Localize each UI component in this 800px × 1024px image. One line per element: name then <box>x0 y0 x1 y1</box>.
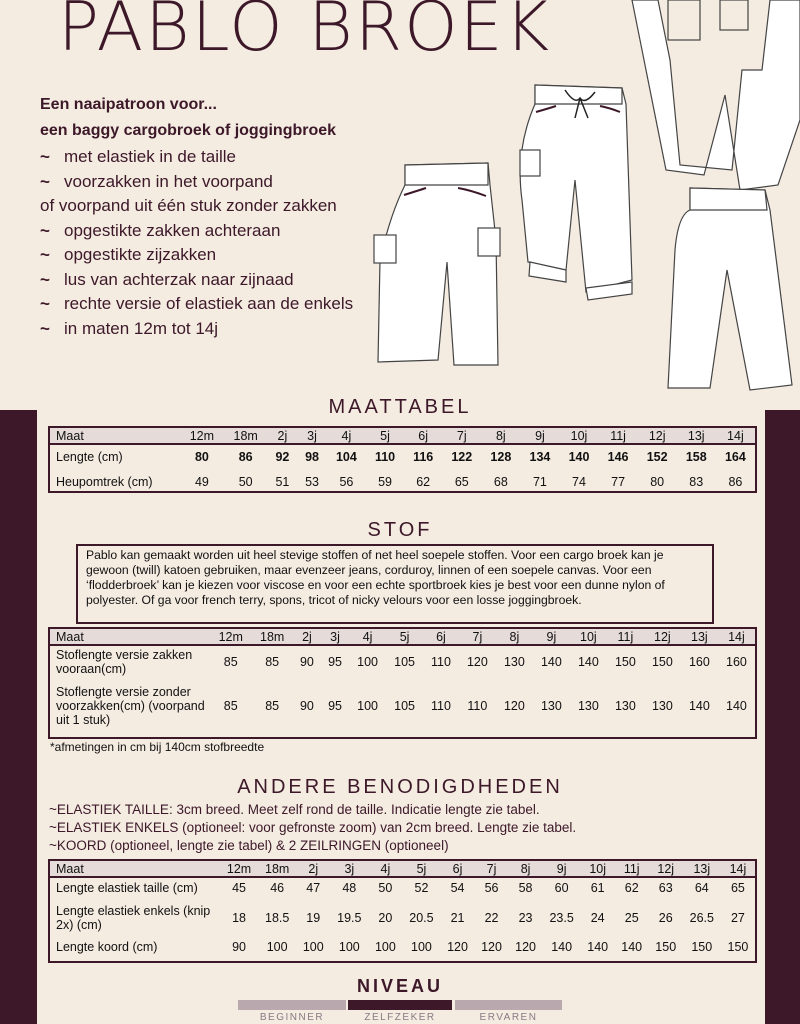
table-row <box>50 680 755 732</box>
value-cell: 22 <box>484 911 499 925</box>
value-cell: 130 <box>577 699 599 713</box>
header-size-cell: 13j <box>693 861 711 876</box>
andere-item: ~ELASTIEK TAILLE: 3cm breed. Meet zelf rond de taille. Indicatie lengte zie tabel. <box>49 802 540 817</box>
row-label-cell: Lengte elastiek taille (cm) <box>56 881 198 895</box>
row-label-cell: Lengte koord (cm) <box>56 940 158 954</box>
value-cell: 100 <box>374 940 396 954</box>
header-size-cell: 8j <box>520 861 531 876</box>
header-size-cell: 3j <box>344 861 355 876</box>
header-size-cell: 8j <box>495 428 506 443</box>
header-size-cell: 3j <box>330 629 340 644</box>
andere-table <box>50 861 755 958</box>
feature-text: in maten 12m tot 14j <box>64 318 219 338</box>
value-cell: 62 <box>416 475 431 489</box>
value-cell: 110 <box>431 699 451 713</box>
value-cell: 56 <box>484 881 499 895</box>
value-cell: 65 <box>454 475 469 489</box>
value-cell: 86 <box>728 475 743 489</box>
header-size-cell: 13j <box>691 629 708 644</box>
cargo-side-pocket-left <box>374 235 396 263</box>
value-cell: 116 <box>413 449 434 464</box>
value-cell: 65 <box>730 881 745 895</box>
value-cell: 120 <box>447 940 468 954</box>
header-size-cell: 7j <box>486 861 497 876</box>
value-cell: 85 <box>223 655 238 669</box>
value-cell: 122 <box>451 449 473 464</box>
value-cell: 20.5 <box>409 911 434 925</box>
value-cell: 18 <box>232 911 246 925</box>
value-cell: 140 <box>577 655 599 669</box>
feature-text: voorzakken in het voorpand <box>64 171 273 191</box>
value-cell: 98 <box>305 449 319 464</box>
value-cell: 140 <box>688 699 710 713</box>
header-size-cell: 11j <box>610 428 626 443</box>
feature-text: opgestikte zijzakken <box>64 245 217 264</box>
value-cell: 18.5 <box>265 911 290 925</box>
header-size-cell: 9j <box>535 428 545 443</box>
value-cell: 74 <box>572 475 586 489</box>
value-cell: 50 <box>238 475 253 489</box>
header-size-cell: 10j <box>580 629 597 644</box>
value-cell: 90 <box>299 699 314 713</box>
wide-waistband-drawing <box>690 188 767 210</box>
value-cell: 134 <box>529 449 551 464</box>
value-cell: 158 <box>685 449 707 464</box>
side-pocket-drawing <box>668 0 700 40</box>
feature-item <box>40 317 353 342</box>
value-cell: 110 <box>374 449 396 464</box>
value-cell: 164 <box>724 449 746 464</box>
value-cell: 110 <box>467 699 488 713</box>
value-cell: 150 <box>655 940 677 954</box>
header-size-cell: 2j <box>302 629 312 644</box>
value-cell: 90 <box>299 655 314 669</box>
value-cell: 150 <box>614 655 636 669</box>
header-size-cell: 5j <box>399 629 410 644</box>
value-cell: 110 <box>431 655 451 669</box>
garment-illustrations <box>370 0 800 400</box>
feature-text: rechte versie of elastiek aan de enkels <box>64 294 354 313</box>
value-cell: 100 <box>357 699 378 713</box>
value-cell: 100 <box>357 655 378 669</box>
value-cell: 85 <box>265 655 280 669</box>
value-cell: 120 <box>481 940 502 954</box>
tilde-bullet-icon: ~ <box>40 220 50 240</box>
header-size-cell: 11j <box>623 861 640 876</box>
header-size-cell: 7j <box>456 428 467 443</box>
value-cell: 86 <box>238 449 253 464</box>
header-size-cell: 12j <box>657 861 675 876</box>
row-label-cell: Stoflengte versie zakken vooraan(cm) <box>56 648 193 676</box>
table-header-row <box>50 629 755 644</box>
right-border <box>765 410 800 1024</box>
tilde-bullet-icon: ~ <box>40 171 50 191</box>
header-size-cell: 18m <box>260 629 285 644</box>
header-size-cell: 18m <box>233 428 258 443</box>
value-cell: 54 <box>450 881 465 895</box>
header-size-cell: 12j <box>648 428 666 443</box>
header-size-cell: 14j <box>728 629 745 644</box>
value-cell: 140 <box>726 699 747 713</box>
value-cell: 140 <box>621 940 643 954</box>
feature-item <box>40 292 353 317</box>
header-size-cell: 9j <box>546 629 557 644</box>
page-title: PABLO BROEK <box>58 0 552 67</box>
value-cell: 120 <box>466 655 488 669</box>
cargo-side-pocket-right <box>478 228 500 256</box>
header-size-cell: 9j <box>556 861 567 876</box>
intro-line: een baggy cargobroek of joggingbroek <box>40 122 337 139</box>
header-size-cell: 5j <box>380 428 390 443</box>
value-cell: 140 <box>540 655 562 669</box>
value-cell: 21 <box>450 911 465 925</box>
table-row <box>50 443 755 470</box>
header-size-cell: 4j <box>341 428 352 443</box>
value-cell: 27 <box>730 911 745 925</box>
value-cell: 160 <box>726 655 747 669</box>
cargo-waistband-drawing <box>405 163 488 185</box>
header-size-cell: 4j <box>380 861 391 876</box>
value-cell: 100 <box>338 940 360 954</box>
value-cell: 100 <box>266 940 288 954</box>
value-cell: 85 <box>223 699 238 713</box>
value-cell: 120 <box>515 940 536 954</box>
value-cell: 130 <box>503 655 525 669</box>
header-size-cell: 6j <box>452 861 463 876</box>
jogger-cargo-pocket-drawing <box>520 150 540 176</box>
value-cell: 130 <box>540 699 562 713</box>
value-cell: 77 <box>611 475 626 489</box>
header-size-cell: 4j <box>362 629 373 644</box>
intro-line: Een naaipatroon voor... <box>40 96 217 113</box>
header-size-cell: 14j <box>729 861 747 876</box>
value-cell: 150 <box>691 940 713 954</box>
value-cell: 80 <box>650 475 665 489</box>
value-cell: 68 <box>493 475 508 489</box>
stof-table <box>50 629 755 732</box>
header-size-cell: 13j <box>687 428 705 443</box>
tilde-bullet-icon: ~ <box>40 147 50 166</box>
stof-note: *afmetingen in cm bij 140cm stofbreedte <box>50 740 265 754</box>
value-cell: 60 <box>554 881 569 895</box>
value-cell: 128 <box>490 449 512 464</box>
value-cell: 120 <box>503 699 525 713</box>
stof-description: Pablo kan gemaakt worden uit heel stevige stoffen of net heel soepele stoffen. Voor een cargo broek kan je gewoon (twill) katoen gebruiken, maar evenzeer jeans, corduroy, linnen of een soepele canvas. Voor een ‘flodderbroek’ kan je kiezen voor viscose en voor een echte sportbroek kies je best voor een dunne nylon of polyester. Of ga voor french terry, spons, tricot of nicky velours voor een losse joggingbroek. <box>76 544 714 624</box>
value-cell: 59 <box>378 475 392 489</box>
header-size-cell: 12m <box>226 861 252 876</box>
row-label-cell: Heupomtrek (cm) <box>56 475 153 489</box>
tilde-bullet-icon: ~ <box>40 294 50 313</box>
header-size-cell: 10j <box>570 428 588 443</box>
header-size-cell: 2j <box>277 428 288 443</box>
value-cell: 19.5 <box>337 911 362 925</box>
value-cell: 71 <box>532 475 547 489</box>
value-cell: 25 <box>624 911 639 925</box>
stof-heading: STOF <box>367 519 433 541</box>
header-label-cell: Maat <box>56 861 84 876</box>
table-row <box>50 644 755 680</box>
feature-item <box>40 170 353 195</box>
tilde-bullet-icon: ~ <box>40 318 50 338</box>
value-cell: 105 <box>394 655 415 669</box>
level-label-beginner: BEGINNER <box>259 1012 325 1023</box>
tilde-bullet-icon: ~ <box>40 269 50 289</box>
value-cell: 160 <box>688 655 710 669</box>
feature-list <box>40 145 353 341</box>
value-cell: 80 <box>194 449 209 464</box>
header-size-cell: 14j <box>727 428 744 443</box>
value-cell: 53 <box>305 475 319 489</box>
feature-item <box>40 145 353 170</box>
header-label-cell: Maat <box>56 428 84 443</box>
intro <box>40 92 336 144</box>
value-cell: 83 <box>689 475 704 489</box>
feature-item <box>40 219 353 244</box>
value-cell: 49 <box>194 475 209 489</box>
header-size-cell: 10j <box>589 861 607 876</box>
value-cell: 152 <box>646 449 668 464</box>
value-cell: 20 <box>378 911 393 925</box>
value-cell: 140 <box>568 449 590 464</box>
feature-text: of voorpand uit één stuk zonder zakken <box>40 196 337 215</box>
level-label-zelfzeker: ZELFZEKER <box>364 1012 436 1023</box>
value-cell: 95 <box>328 699 342 713</box>
table-row <box>50 470 755 494</box>
table-row <box>50 900 755 936</box>
value-cell: 85 <box>265 699 280 713</box>
value-cell: 23.5 <box>549 911 574 925</box>
feature-text: opgestikte zakken achteraan <box>64 220 281 240</box>
header-label-cell: Maat <box>56 629 84 644</box>
maattabel-table <box>50 428 755 494</box>
maattabel-heading: MAATTABEL <box>328 396 472 418</box>
header-size-cell: 8j <box>509 629 520 644</box>
andere-item: ~ELASTIEK ENKELS (optioneel: voor gefronste zoom) van 2cm breed. Lengte zie tabel. <box>49 820 577 835</box>
header-size-cell: 12m <box>189 428 215 443</box>
value-cell: 51 <box>275 475 290 489</box>
andere-heading: ANDERE BENODIGDHEDEN <box>237 776 563 798</box>
feature-item <box>40 268 353 293</box>
row-label-cell: Lengte (cm) <box>56 449 123 464</box>
value-cell: 95 <box>328 655 342 669</box>
feature-item <box>40 194 353 219</box>
table-header-row <box>50 861 755 876</box>
feature-text: met elastiek in de taille <box>64 147 236 166</box>
value-cell: 140 <box>587 940 609 954</box>
value-cell: 92 <box>275 449 290 464</box>
value-cell: 26 <box>658 911 673 925</box>
value-cell: 61 <box>590 881 605 895</box>
table-header-row <box>50 428 755 443</box>
value-cell: 130 <box>651 699 673 713</box>
level-bar-zelfzeker <box>348 1000 452 1010</box>
back-pocket-drawing <box>720 0 748 30</box>
level-label-ervaren: ERVAREN <box>479 1012 538 1023</box>
value-cell: 45 <box>232 881 246 895</box>
value-cell: 50 <box>378 881 393 895</box>
value-cell: 47 <box>306 881 321 895</box>
value-cell: 64 <box>694 881 709 895</box>
table-row <box>50 876 755 900</box>
back-view-cargo-drawing <box>632 0 800 190</box>
value-cell: 140 <box>551 940 573 954</box>
value-cell: 146 <box>607 449 629 464</box>
table-row <box>50 936 755 958</box>
value-cell: 150 <box>651 655 673 669</box>
header-size-cell: 7j <box>472 629 483 644</box>
level-bar-ervaren <box>455 1000 562 1010</box>
feature-item <box>40 243 353 268</box>
header-size-cell: 2j <box>308 861 319 876</box>
header-size-cell: 6j <box>436 629 446 644</box>
header-size-cell: 5j <box>416 861 427 876</box>
value-cell: 100 <box>302 940 324 954</box>
value-cell: 46 <box>270 881 285 895</box>
value-cell: 26.5 <box>689 911 714 925</box>
feature-text: lus van achterzak naar zijnaad <box>64 269 294 289</box>
value-cell: 150 <box>727 940 749 954</box>
level-bar-beginner <box>238 1000 346 1010</box>
value-cell: 58 <box>518 881 533 895</box>
wide-back-drawing <box>668 188 792 390</box>
header-size-cell: 3j <box>307 428 317 443</box>
niveau-heading: NIVEAU <box>356 976 443 996</box>
value-cell: 100 <box>411 940 432 954</box>
tilde-bullet-icon: ~ <box>40 245 50 264</box>
header-size-cell: 6j <box>418 428 429 443</box>
value-cell: 90 <box>232 940 246 954</box>
value-cell: 19 <box>306 911 321 925</box>
value-cell: 56 <box>339 475 354 489</box>
value-cell: 104 <box>335 449 357 464</box>
value-cell: 62 <box>624 881 639 895</box>
value-cell: 52 <box>414 881 429 895</box>
row-label-cell: Stoflengte versie zonder voorzakken(cm) (voorpand uit 1 stuk) <box>56 685 205 727</box>
header-size-cell: 12j <box>654 629 671 644</box>
header-size-cell: 12m <box>218 629 243 644</box>
header-size-cell: 11j <box>617 629 634 644</box>
value-cell: 24 <box>590 911 605 925</box>
value-cell: 23 <box>518 911 533 925</box>
andere-item: ~KOORD (optioneel, lengte zie tabel) & 2 ZEILRINGEN (optioneel) <box>49 838 449 853</box>
value-cell: 63 <box>658 881 673 895</box>
value-cell: 130 <box>614 699 636 713</box>
header-size-cell: 18m <box>265 861 290 876</box>
row-label-cell: Lengte elastiek enkels (knip 2x) (cm) <box>56 904 211 932</box>
value-cell: 48 <box>342 881 357 895</box>
left-border <box>0 410 37 1024</box>
value-cell: 105 <box>394 699 415 713</box>
